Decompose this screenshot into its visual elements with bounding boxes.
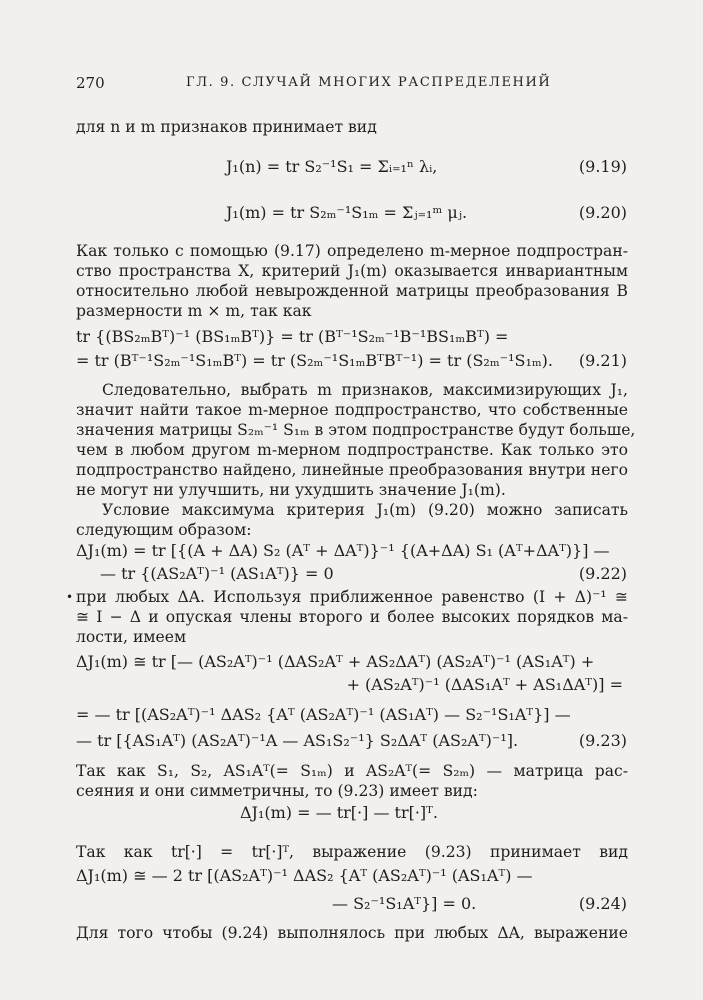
equation: = — tr [(AS₂Aᵀ)⁻¹ ΔAS₂ {Aᵀ (AS₂Aᵀ)⁻¹ (AS₁Aᵀ) — S₂⁻¹S₁Aᵀ}] — xyxy=(76,705,571,724)
equation: tr {(BS₂ₘBᵀ)⁻¹ (BS₁ₘBᵀ)} = tr (Bᵀ⁻¹S₂ₘ⁻¹B⁻¹BS₁ₘBᵀ) = xyxy=(76,327,509,346)
equation-number: (9.23) xyxy=(578,731,627,750)
equation-number: (9.21) xyxy=(578,351,627,370)
text-line: Для того чтобы (9.24) выполнялось при любых ΔA, выражение xyxy=(76,924,628,942)
text-line: для n и m признаков принимает вид xyxy=(76,118,377,136)
text-line: Как только с помощью (9.17) определено m-мерное подпростран- xyxy=(76,242,628,260)
text-line: подпространство найдено, линейные преобразования внутри него xyxy=(76,461,628,479)
equation: — tr [{AS₁Aᵀ) (AS₂Aᵀ)⁻¹A — AS₁S₂⁻¹} S₂ΔAᵀ (AS₂Aᵀ)⁻¹]. xyxy=(76,731,519,750)
equation-number: (9.22) xyxy=(578,564,627,583)
text-line: чем в любом другом m-мерном подпространстве. Как только это xyxy=(76,441,628,459)
text-line: следующим образом: xyxy=(76,521,252,539)
page-number: 270 xyxy=(76,74,105,92)
margin-dot: • xyxy=(66,590,74,604)
equation: ΔJ₁(m) = — tr[·] — tr[·]ᵀ. xyxy=(240,803,438,822)
equation-number: (9.19) xyxy=(578,157,627,176)
equation-number: (9.24) xyxy=(578,894,627,913)
text-line: ство пространства X, критерий J₁(m) оказывается инвариантным xyxy=(76,262,628,280)
text-line: сеяния и они симметричны, то (9.23) имеет вид: xyxy=(76,782,478,800)
equation: — S₂⁻¹S₁Aᵀ}] = 0. xyxy=(332,894,477,913)
running-header xyxy=(76,74,627,96)
text-line: Так как tr[·] = tr[·]ᵀ, выражение (9.23) принимает вид xyxy=(76,843,628,861)
equation: ΔJ₁(m) ≅ tr [— (AS₂Aᵀ)⁻¹ (ΔAS₂Aᵀ + AS₂ΔAᵀ) (AS₂Aᵀ)⁻¹ (AS₁Aᵀ) + xyxy=(76,652,595,671)
equation: ΔJ₁(m) ≅ — 2 tr [(AS₂Aᵀ)⁻¹ ΔAS₂ {Aᵀ (AS₂Aᵀ)⁻¹ (AS₁Aᵀ) — xyxy=(76,866,533,885)
text-line: размерности m × m, так как xyxy=(76,302,312,320)
equation: J₁(n) = tr S₂⁻¹S₁ = Σᵢ₌₁ⁿ λᵢ, xyxy=(226,157,438,176)
text-line: относительно любой невырожденной матрицы преобразования B xyxy=(76,282,628,300)
chapter-title: ГЛ. 9. СЛУЧАЙ МНОГИХ РАСПРЕДЕЛЕНИЙ xyxy=(186,75,552,90)
text-line: Следовательно, выбрать m признаков, максимизирующих J₁, xyxy=(102,381,628,399)
equation: = tr (Bᵀ⁻¹S₂ₘ⁻¹S₁ₘBᵀ) = tr (S₂ₘ⁻¹S₁ₘBᵀBᵀ⁻¹) = tr (S₂ₘ⁻¹S₁ₘ). xyxy=(76,351,554,370)
text-line: ≅ I − Δ и опуская члены второго и более высоких порядков ма- xyxy=(76,608,628,626)
equation: ΔJ₁(m) = tr [{(A + ΔA) S₂ (Aᵀ + ΔAᵀ)}⁻¹ {(A+ΔA) S₁ (Aᵀ+ΔAᵀ)}] — xyxy=(76,541,610,560)
text-line: Так как S₁, S₂, AS₁Aᵀ(= S₁ₘ) и AS₂Aᵀ(= S₂ₘ) — матрица рас- xyxy=(76,762,628,780)
equation-number: (9.20) xyxy=(578,203,627,222)
equation: + (AS₂Aᵀ)⁻¹ (ΔAS₁Aᵀ + AS₁ΔAᵀ)] = xyxy=(346,675,623,694)
equation: J₁(m) = tr S₂ₘ⁻¹S₁ₘ = Σⱼ₌₁ᵐ μⱼ. xyxy=(226,203,468,222)
text-line: Условие максимума критерия J₁(m) (9.20) можно записать xyxy=(102,501,628,519)
text-line: значит найти такое m-мерное подпространство, что собственные xyxy=(76,401,628,419)
equation: — tr {(AS₂Aᵀ)⁻¹ (AS₁Aᵀ)} = 0 xyxy=(100,564,334,583)
text-line: не могут ни улучшить, ни ухудшить значение J₁(m). xyxy=(76,481,506,499)
text-line: значения матрицы S₂ₘ⁻¹ S₁ₘ в этом подпространстве будут больше, xyxy=(76,421,636,439)
text-line: лости, имеем xyxy=(76,628,187,646)
text-line: при любых ΔA. Используя приближенное равенство (I + Δ)⁻¹ ≅ xyxy=(76,588,628,606)
